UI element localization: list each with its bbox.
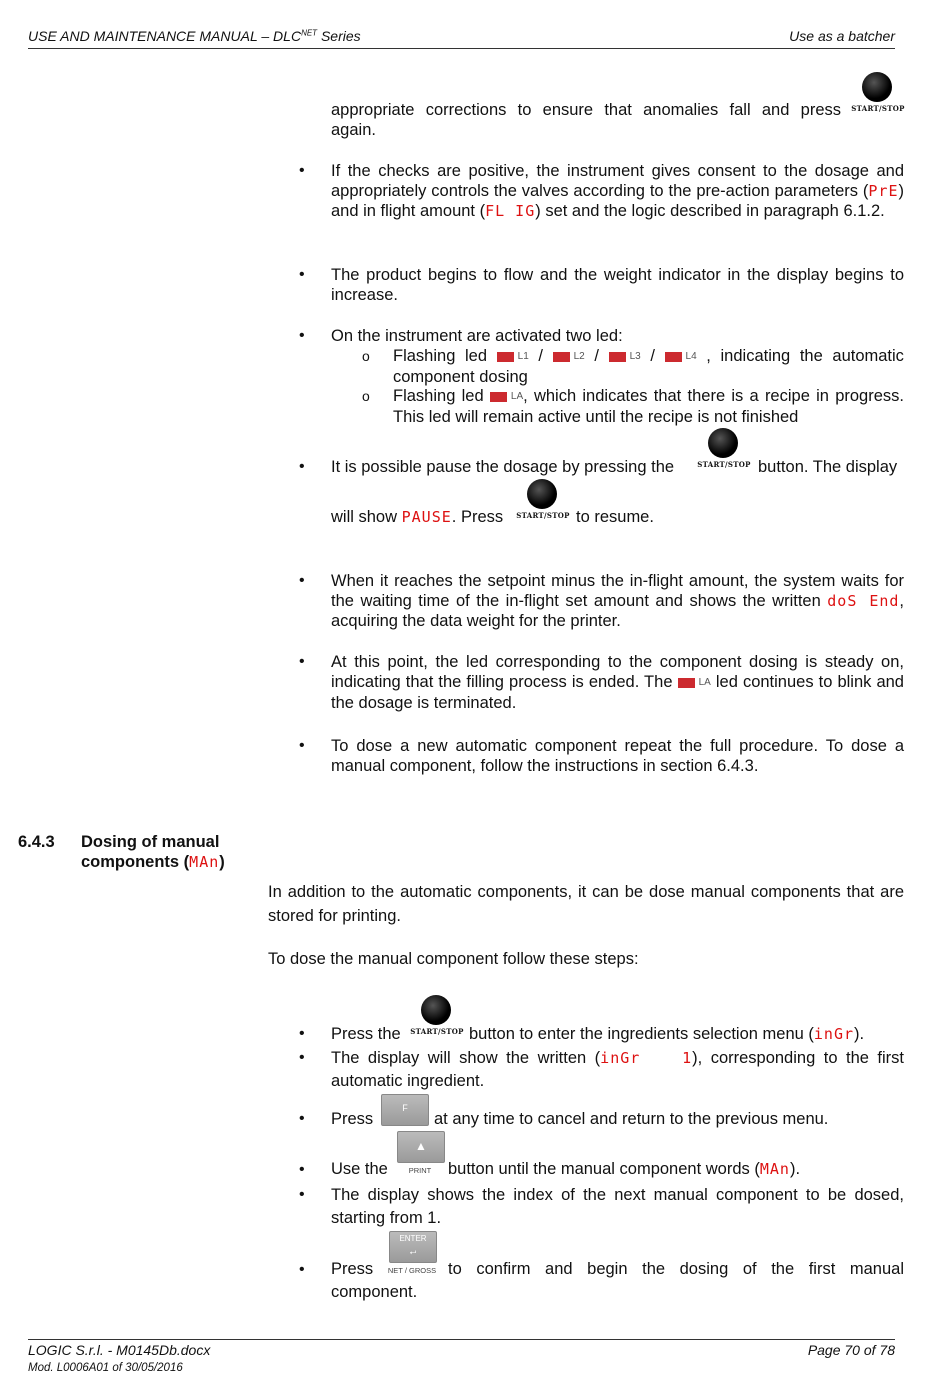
led-la-icon xyxy=(490,392,507,402)
para-again: again. xyxy=(331,121,376,139)
para-manual-intro: In addition to the automatic components, it can be dose manual components that are stored for printing. xyxy=(268,883,904,925)
bullet: • xyxy=(299,1025,305,1042)
header-right: Use as a batcher xyxy=(789,28,895,44)
para-pause-d: to resume. xyxy=(576,508,654,526)
step-press-f-b: at any time to cancel and return to the previous menu. xyxy=(434,1110,829,1128)
step-display-ingr: The display will show the written (inGr 1), corresponding to the first automatic ingredient. xyxy=(331,1049,904,1090)
para-steady: At this point, the led corresponding to the component dosing is steady on, indicating that the filling process is ended. The LA led continues to blink and the dosage is terminated. xyxy=(331,653,904,712)
para-new-component: To dose a new automatic component repeat the full procedure. To dose a manual component, follow the instructions in section 6.4.3. xyxy=(331,737,904,775)
para-flow: The product begins to flow and the weight indicator in the display begins to increase. xyxy=(331,266,904,304)
section-title-line2: components (MAn) xyxy=(81,853,225,871)
page-header xyxy=(28,28,895,49)
bullet: • xyxy=(299,1161,305,1178)
display-dos-end: doS End xyxy=(827,592,900,610)
sub-bullet: o xyxy=(362,388,370,404)
footer-mod: Mod. L0006A01 of 30/05/2016 xyxy=(28,1362,183,1374)
step-use-print-a: Use the xyxy=(331,1160,388,1178)
bullet: • xyxy=(299,1110,305,1127)
header-left: USE AND MAINTENANCE MANUAL – $DLC^{NET}$ Series xyxy=(28,28,361,44)
footer-left: LOGIC S.r.l. - M0145Db.docx xyxy=(28,1342,211,1358)
step-use-print-b: button until the manual component words (MAn). xyxy=(448,1160,801,1178)
sub-flashing-led-la: Flashing led LA, which indicates that there is a recipe in progress. This led will remain active until the recipe is not finished xyxy=(393,387,904,426)
para-pause-c: will show PAUSE. Press xyxy=(331,508,504,526)
section-number: 6.4.3 xyxy=(18,833,55,851)
start-stop-button-icon: START/STOP xyxy=(694,428,754,472)
led-l1-icon xyxy=(497,352,514,362)
bullet: • xyxy=(299,458,305,475)
para-pause-a: It is possible pause the dosage by pressing the xyxy=(331,458,675,476)
step-press-f-a: Press xyxy=(331,1110,374,1128)
start-stop-button-icon: START/STOP xyxy=(513,479,573,523)
start-stop-button-icon: START/STOP xyxy=(848,72,908,116)
page-footer xyxy=(28,1339,895,1374)
bullet: • xyxy=(299,1049,305,1066)
step-press-enter-c: component. xyxy=(331,1283,418,1301)
display-ingr: inGr xyxy=(813,1025,855,1043)
up-arrow-key-icon: ▲ xyxy=(397,1131,445,1163)
para-setpoint: When it reaches the setpoint minus the in-flight amount, the system waits for the waiting time of the in-flight set amount and shows the written doS End, acquiring the data weight for the printer. xyxy=(331,572,905,630)
led-l2-icon xyxy=(553,352,570,362)
f-key-icon: F xyxy=(381,1094,429,1126)
sub-bullet: o xyxy=(362,348,370,364)
led-l3-icon xyxy=(609,352,626,362)
section-title-line1: Dosing of manual xyxy=(81,833,220,851)
display-pre: PrE xyxy=(868,182,899,200)
step-press-start-b: button to enter the ingredients selection menu (inGr). xyxy=(469,1025,865,1043)
bullet: • xyxy=(299,737,305,754)
led-l4-icon xyxy=(665,352,682,362)
print-label: PRINT xyxy=(408,1166,432,1175)
step-index: The display shows the index of the next manual component to be dosed, starting from 1. xyxy=(331,1186,904,1227)
net-gross-label: NET / GROSS xyxy=(387,1266,437,1275)
para-steps: To dose the manual component follow these steps: xyxy=(268,950,639,968)
step-press-enter-b: to confirm and begin the dosing of the first manual xyxy=(448,1260,904,1278)
para-corrections: appropriate corrections to ensure that anomalies fall and press xyxy=(331,101,841,119)
display-flig: FL IG xyxy=(485,202,536,220)
enter-key-icon: ENTER ⮠ xyxy=(389,1231,437,1263)
start-stop-button-icon: START/STOP xyxy=(407,995,467,1039)
bullet: • xyxy=(299,1261,305,1278)
step-press-start-a: Press the xyxy=(331,1025,401,1043)
step-press-enter-a: Press xyxy=(331,1260,374,1278)
bullet: • xyxy=(299,1186,305,1203)
bullet: • xyxy=(299,327,305,344)
bullet: • xyxy=(299,653,305,670)
display-man: MAn xyxy=(189,853,220,871)
display-ingr-1: inGr 1 xyxy=(600,1049,693,1067)
bullet: • xyxy=(299,162,305,179)
para-pause-b: button. The display xyxy=(758,458,898,476)
bullet: • xyxy=(299,572,305,589)
para-leds: On the instrument are activated two led: xyxy=(331,327,623,345)
bullet: • xyxy=(299,266,305,283)
led-la-icon xyxy=(678,678,695,688)
para-checks: If the checks are positive, the instrument gives consent to the dosage and appropriately controls the valves according to the pre-action parameters (PrE) and in flight amount (FL IG) set and the logic described in paragraph 6.1.2. xyxy=(331,162,904,220)
display-pause: PAUSE xyxy=(401,508,452,526)
footer-right: Page 70 of 78 xyxy=(807,1342,895,1358)
display-man: MAn xyxy=(759,1160,790,1178)
sub-flashing-led-l: Flashing led L1 / L2 / L3 / L4 , indicating the automatic component dosing xyxy=(393,347,904,386)
